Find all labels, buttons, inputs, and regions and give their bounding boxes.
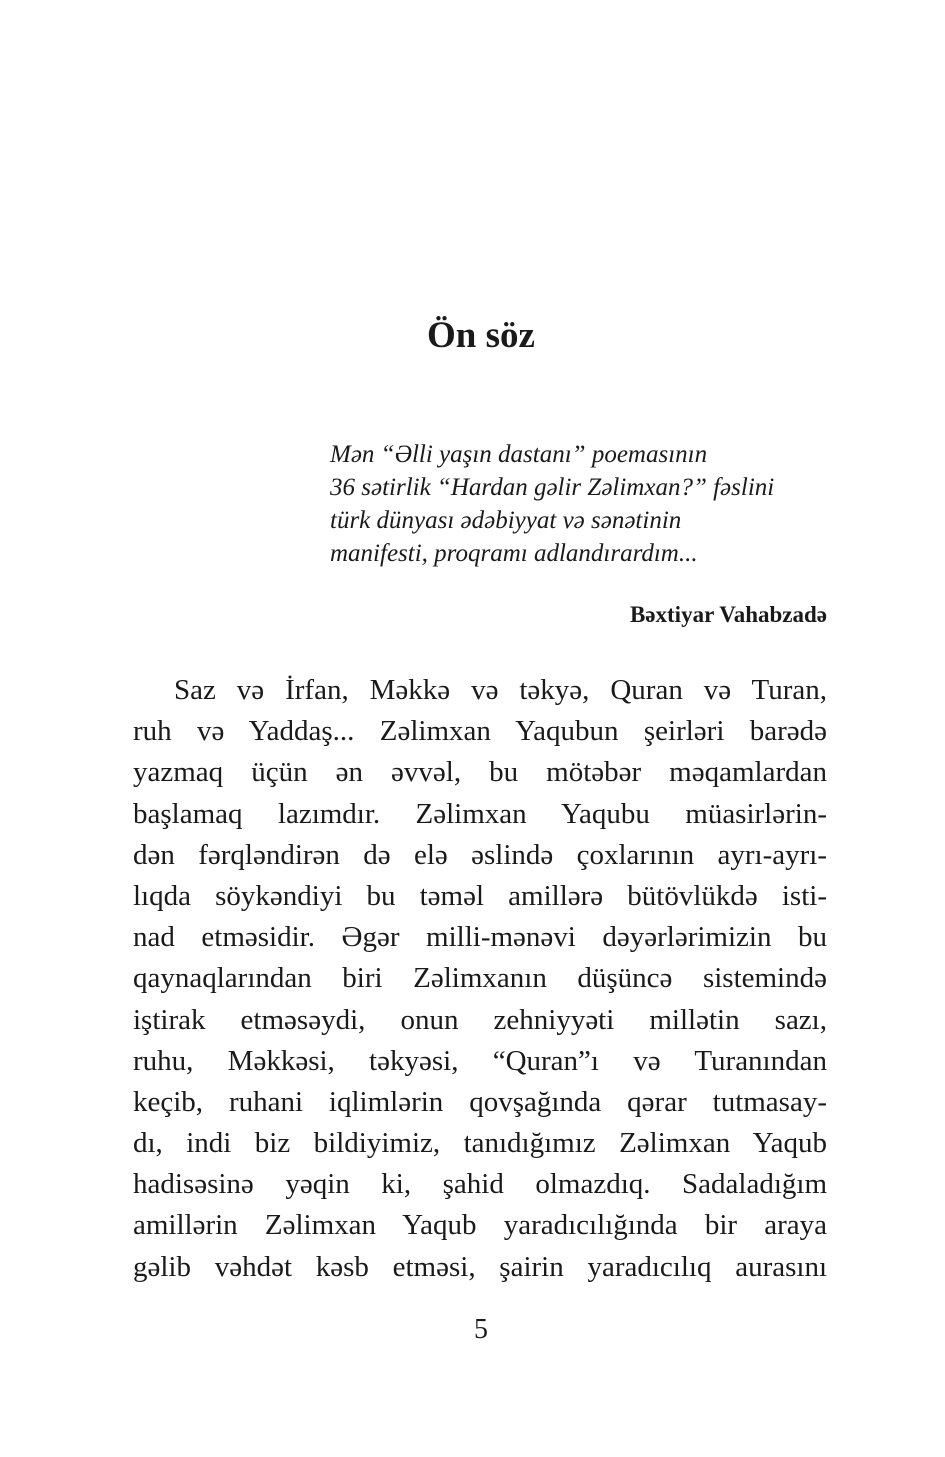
body-line: amillərin Zəlimxan Yaqub yaradıcılığında bir araya bbox=[133, 1209, 827, 1242]
page-number: 5 bbox=[474, 1314, 488, 1345]
body-line: yazmaq üçün ən əvvəl, bu mötəbər məqamlardan bbox=[133, 756, 827, 789]
body-line: hadisəsinə yəqin ki, şahid olmazdıq. Sadaladığım bbox=[133, 1168, 827, 1201]
body-line: nad etməsidir. Əgər milli-mənəvi dəyərlərimizin bu bbox=[133, 921, 827, 954]
body-line: qaynaqlarından biri Zəlimxanın düşüncə sistemində bbox=[133, 962, 827, 995]
epigraph-line: 36 sətirlik “Hardan gəlir Zəlimxan?” fəslini bbox=[330, 474, 775, 501]
body-line: ruhu, Məkkəsi, təkyəsi, “Quran”ı və Turanından bbox=[133, 1044, 827, 1077]
body-line: dən fərqləndirən də elə əslində çoxlarının ayrı-ayrı- bbox=[133, 838, 827, 871]
body-paragraph bbox=[133, 670, 827, 1288]
body-line: başlamaq lazımdır. Zəlimxan Yaqubu müasirlərin- bbox=[133, 797, 827, 830]
body-line: Saz və İrfan, Məkkə və təkyə, Quran və Turan, bbox=[174, 674, 827, 706]
body-line: gəlib vəhdət kəsb etməsi, şairin yaradıcılıq aurasını bbox=[133, 1250, 827, 1283]
epigraph-line: Mən “Əlli yaşın dastanı” poemasının bbox=[330, 441, 708, 468]
page-title: Ön söz bbox=[427, 315, 535, 356]
epigraph-author: Bəxtiyar Vahabzadə bbox=[629, 602, 827, 627]
body-line: lıqda söykəndiyi bu təməl amillərə bütövlükdə isti- bbox=[133, 879, 827, 912]
body-line: keçib, ruhani iqlimlərin qovşağında qərar tutmasay- bbox=[133, 1085, 827, 1118]
epigraph-line: manifesti, proqramı adlandırardım... bbox=[330, 540, 698, 567]
body-line: ruh və Yaddaş... Zəlimxan Yaqubun şeirləri barədə bbox=[133, 715, 827, 748]
epigraph bbox=[330, 438, 850, 570]
body-line: iştirak etməsəydi, onun zehniyyəti millətin sazı, bbox=[133, 1003, 827, 1036]
body-line: dı, indi biz bildiyimiz, tanıdığımız Zəlimxan Yaqub bbox=[133, 1127, 827, 1160]
epigraph-line: türk dünyası ədəbiyyat və sənətinin bbox=[330, 507, 682, 534]
